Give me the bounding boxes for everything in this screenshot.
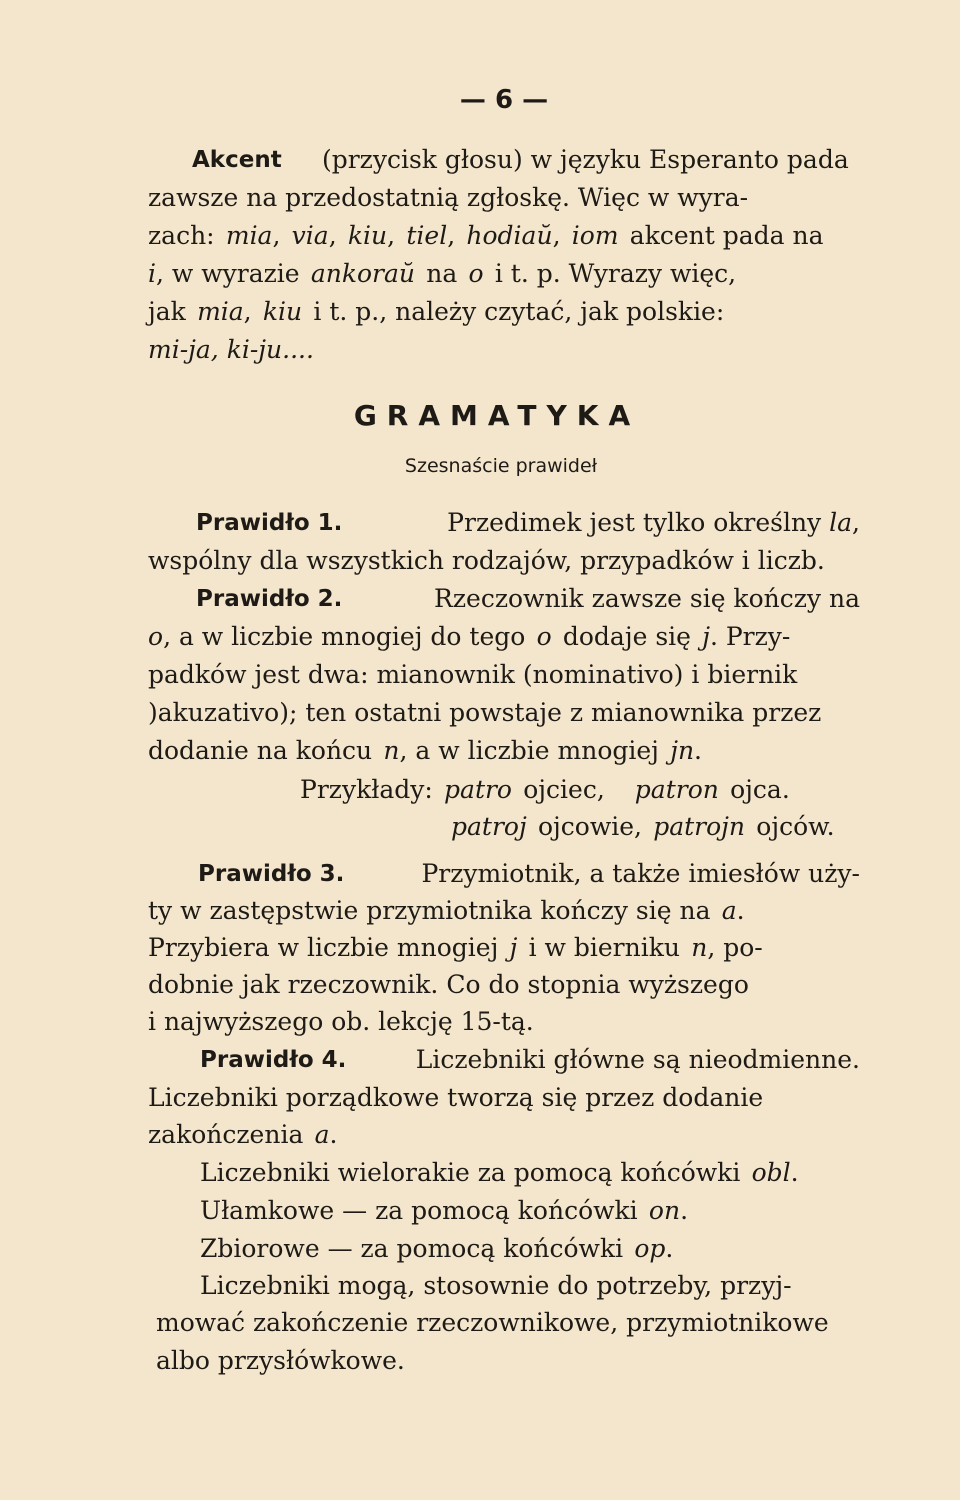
grammar-subheading <box>0 448 960 484</box>
rule3-line-5 <box>148 1004 860 1040</box>
rule4-label: Prawidło 4. <box>200 1047 347 1073</box>
rule4-line-3 <box>148 1117 860 1153</box>
rule4-text-6: Zbiorowe — za pomocą końcówki <box>200 1234 624 1263</box>
accent-label: Akcent <box>192 147 282 173</box>
rule2-text-2c: . Przy- <box>709 622 791 651</box>
word-o: o <box>148 622 164 651</box>
rule3-label: Prawidło 3. <box>198 861 345 887</box>
translation-ojca: ojca. <box>730 775 790 804</box>
comma: , <box>387 221 396 250</box>
rule2-line-3 <box>148 657 860 693</box>
rule1-label: Prawidło 1. <box>196 510 343 536</box>
comma: , <box>552 221 561 250</box>
word-iom: iom <box>571 221 619 250</box>
rule4-text-1: Liczebniki główne są nieodmienne. <box>415 1045 860 1074</box>
comma: , <box>243 297 252 326</box>
word-op: op <box>634 1234 666 1263</box>
rule4-text-3: zakończenia <box>148 1120 304 1149</box>
word-ankorau: ankoraŭ <box>310 259 416 288</box>
rule2-text-1: Rzeczownik zawsze się kończy na <box>434 584 860 613</box>
accent-line-1 <box>192 142 860 178</box>
period: . <box>790 1158 799 1187</box>
word-n: n <box>383 736 400 765</box>
word-la: la <box>829 508 853 537</box>
rule3-text-4: dobnie jak rzeczownik. Co do stopnia wyższego <box>148 970 749 999</box>
rule3-text-2: ty w zastępstwie przymiotnika kończy się na <box>148 896 711 925</box>
rule4-line-2 <box>148 1080 860 1116</box>
rule4-line-4 <box>200 1155 860 1191</box>
rule2-text-3: padków jest dwa: mianownik (nominativo) i biernik <box>148 660 798 689</box>
rule4-line-5 <box>200 1193 860 1229</box>
rule2-label: Prawidło 2. <box>196 586 343 612</box>
word-patron: patron <box>634 775 719 804</box>
rule3-text-3b: i w bierniku <box>528 933 680 962</box>
page-number-text: — 6 — <box>459 85 549 115</box>
word-jn: jn <box>670 736 695 765</box>
rule3-line-3 <box>148 930 860 966</box>
word-j: j <box>509 933 518 962</box>
rule3-line-2 <box>148 893 860 929</box>
rule2-text-5a: dodanie na końcu <box>148 736 373 765</box>
accent-line-5 <box>148 294 860 330</box>
accent-line-6 <box>148 332 860 368</box>
word-j: j <box>702 622 710 651</box>
word-mia-2: mia <box>197 297 244 326</box>
rule4-line-6 <box>200 1231 860 1267</box>
rule1-line-1 <box>196 505 860 541</box>
accent-line-3 <box>148 218 860 254</box>
word-kiu-2: kiu <box>262 297 303 326</box>
accent-text-4a: , w wyrazie <box>156 259 300 288</box>
rule2-text-2b: dodaje się <box>562 622 691 651</box>
rule2-line-5 <box>148 733 860 769</box>
word-n: n <box>691 933 708 962</box>
word-on: on <box>648 1196 681 1225</box>
accent-text-5a: jak <box>148 297 186 326</box>
accent-line-2 <box>148 180 860 216</box>
translation-ojcowie: ojcowie, <box>537 812 642 841</box>
rule2-text-4: )akuzativo); ten ostatni powstaje z mianownika przez <box>148 698 822 727</box>
rule3-text-1: Przymiotnik, a także imiesłów uży- <box>421 859 860 888</box>
accent-text-5b: i t. p., należy czytać, jak polskie: <box>313 297 725 326</box>
rule4-line-9 <box>156 1343 864 1379</box>
word-i: i <box>148 259 156 288</box>
word-a: a <box>721 896 737 925</box>
accent-line-4 <box>148 256 860 292</box>
word-hodiau: hodiaŭ <box>466 221 553 250</box>
word-tiel: tiel <box>406 221 448 250</box>
accent-text-1: (przycisk głosu) w języku Esperanto pada <box>321 145 849 174</box>
rule2-text-2a: , a w liczbie mnogiej do tego <box>163 622 526 651</box>
accent-text-4b: na <box>426 259 458 288</box>
accent-text-3a: zach: <box>148 221 215 250</box>
accent-text-4c: i t. p. Wyrazy więc, <box>494 259 737 288</box>
accent-text-3b: akcent pada na <box>629 221 824 250</box>
period: . <box>329 1120 338 1149</box>
comma: , <box>852 508 860 537</box>
word-o: o <box>536 622 552 651</box>
rule4-text-4: Liczebniki wielorakie za pomocą końcówki <box>200 1158 741 1187</box>
rule4-line-8 <box>156 1305 864 1341</box>
word-patro: patro <box>444 775 512 804</box>
word-via: via <box>291 221 329 250</box>
rule1-text-1: Przedimek jest tylko określny <box>447 508 822 537</box>
comma: , <box>272 221 281 250</box>
period: . <box>665 1234 674 1263</box>
comma: , <box>447 221 456 250</box>
word-kiu: kiu <box>347 221 388 250</box>
rule2-line-2 <box>148 619 860 655</box>
rule2-line-1 <box>196 581 860 617</box>
rule1-text-2: wspólny dla wszystkich rodzajów, przypadków i liczb. <box>148 546 825 575</box>
rule4-text-7: Liczebniki mogą, stosownie do potrzeby, przyj- <box>200 1271 792 1300</box>
grammar-subtitle: Szesnaście prawideł <box>404 455 598 477</box>
rule3-text-3c: , po- <box>707 933 763 962</box>
period: . <box>736 896 745 925</box>
rule4-line-7 <box>200 1268 864 1304</box>
period: . <box>680 1196 689 1225</box>
rule2-text-5b: , a w liczbie mnogiej <box>399 736 659 765</box>
grammar-heading <box>0 398 960 434</box>
word-mija-kiju: mi-ja, ki-ju.... <box>148 335 314 364</box>
rule4-text-5: Ułamkowe — za pomocą końcówki <box>200 1196 638 1225</box>
rule4-text-9: albo przysłówkowe. <box>156 1346 405 1375</box>
word-o: o <box>468 259 484 288</box>
rule3-line-1 <box>198 856 860 892</box>
examples-label: Przykłady: <box>300 775 433 804</box>
rule4-line-1 <box>200 1042 860 1078</box>
rule4-text-2: Liczebniki porządkowe tworzą się przez dodanie <box>148 1083 764 1112</box>
rule2-examples-1 <box>300 772 860 808</box>
word-a: a <box>314 1120 330 1149</box>
word-patroj: patroj <box>451 812 527 841</box>
rule2-examples-2 <box>451 809 860 845</box>
word-mia: mia <box>225 221 273 250</box>
grammar-title: GRAMATYKA <box>353 399 641 432</box>
translation-ojcow: ojców. <box>756 812 835 841</box>
comma: , <box>328 221 337 250</box>
word-patrojn: patrojn <box>653 812 746 841</box>
rule3-text-3a: Przybiera w liczbie mnogiej <box>148 933 499 962</box>
accent-text-2: zawsze na przedostatnią zgłoskę. Więc w wyra- <box>148 183 749 212</box>
translation-ojciec: ojciec, <box>523 775 605 804</box>
rule3-line-4 <box>148 967 860 1003</box>
word-obl: obl <box>751 1158 791 1187</box>
rule3-text-5: i najwyższego ob. lekcję 15-tą. <box>148 1007 534 1036</box>
page-number <box>148 82 860 118</box>
period: . <box>694 736 702 765</box>
rule2-line-4 <box>148 695 860 731</box>
rule4-text-8: mować zakończenie rzeczownikowe, przymiotnikowe <box>156 1308 829 1337</box>
rule1-line-2 <box>148 543 860 579</box>
